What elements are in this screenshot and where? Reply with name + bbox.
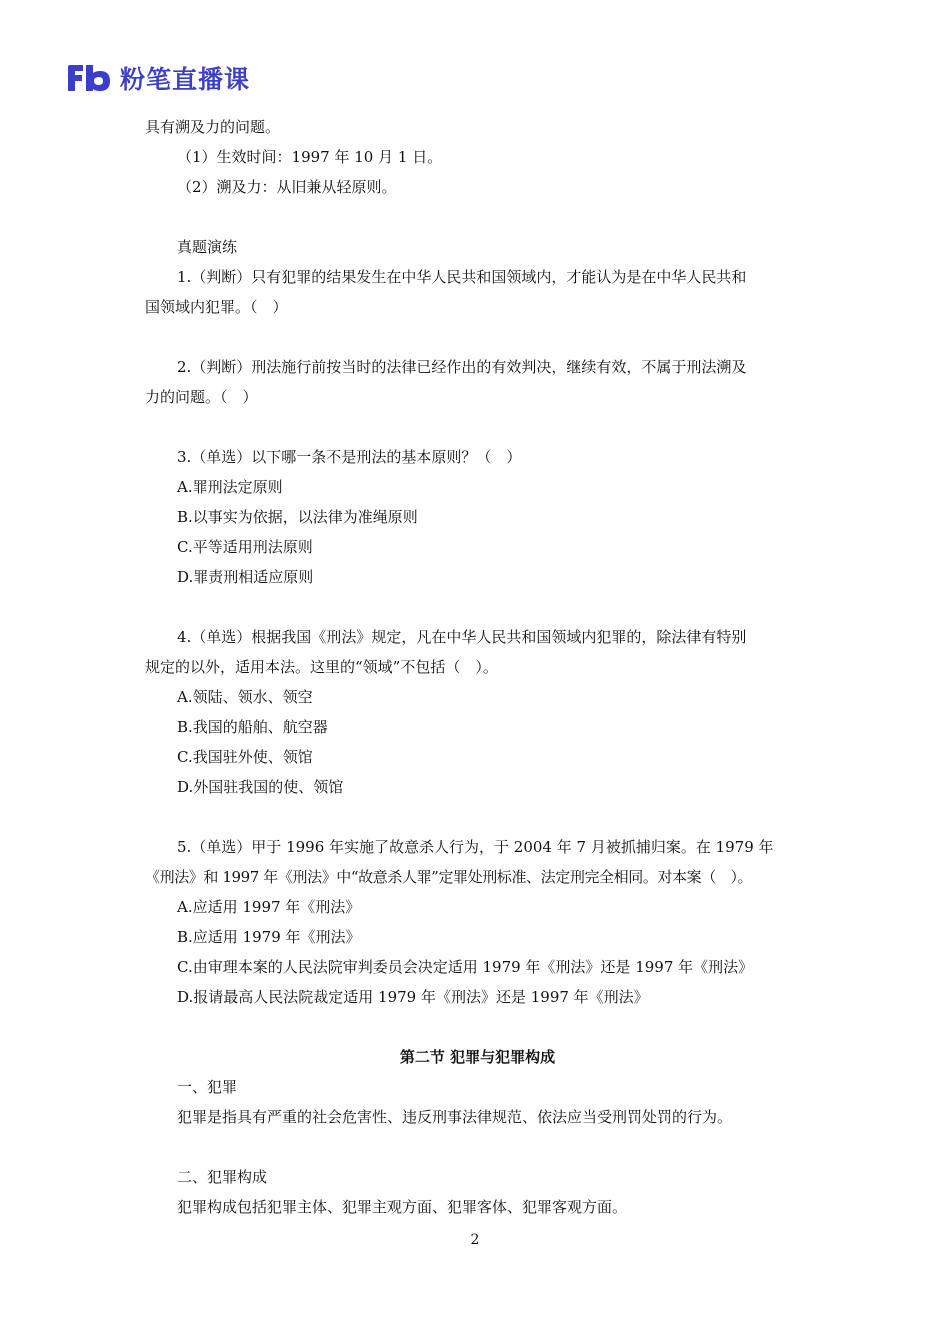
subsection-crime-heading: 一、犯罪 (177, 1078, 238, 1096)
question-3-option: D.罪责刑相适应原则 (177, 568, 314, 586)
question-4-option: B.我国的船舶、航空器 (177, 718, 328, 736)
subsection-crime-text: 犯罪是指具有严重的社会危害性、违反刑事法律规范、依法应当受刑罚处罚的行为。 (177, 1108, 733, 1126)
document-body (145, 112, 810, 1222)
question-5-line-1: 5.（单选）甲于 1996 年实施了故意杀人行为，于 2004 年 7 月被抓捕归案。在 1979 年 (177, 838, 774, 856)
page-number: 2 (470, 1232, 480, 1248)
section-title: 第二节 犯罪与犯罪构成 (399, 1048, 556, 1066)
question-5-option: B.应适用 1979 年《刑法》 (177, 928, 361, 946)
intro-tail: 具有溯及力的问题。 (145, 118, 281, 136)
question-5-option: A.应适用 1997 年《刑法》 (177, 898, 361, 916)
subsection-constitution-heading: 二、犯罪构成 (177, 1168, 268, 1186)
question-5-line-2: 《刑法》和 1997 年《刑法》中“故意杀人罪”定罪处刑标准、法定刑完全相同。对本案（ ）。 (145, 868, 753, 886)
brand-logo (66, 60, 250, 96)
question-4-option: A.领陆、领水、领空 (177, 688, 313, 706)
question-3-stem: 3.（单选）以下哪一条不是刑法的基本原则？（ ） (177, 448, 522, 466)
question-2-line-1: 2.（判断）刑法施行前按当时的法律已经作出的有效判决，继续有效，不属于刑法溯及 (177, 358, 747, 376)
point-effective-date: （1）生效时间：1997 年 10 月 1 日。 (177, 148, 443, 166)
question-3-option: B.以事实为依据，以法律为准绳原则 (177, 508, 418, 526)
practice-heading: 真题演练 (177, 238, 238, 256)
question-4-option: D.外国驻我国的使、领馆 (177, 778, 344, 796)
brand-name: 粉笔直播课 (120, 65, 251, 94)
question-2-line-2: 力的问题。（ ） (145, 388, 258, 406)
question-3-option: A.罪刑法定原则 (177, 478, 283, 496)
fb-logo-icon (66, 63, 112, 93)
question-4-line-1: 4.（单选）根据我国《刑法》规定，凡在中华人民共和国领域内犯罪的，除法律有特别 (177, 628, 747, 646)
point-retroactivity: （2）溯及力：从旧兼从轻原则。 (177, 178, 397, 196)
question-5-option: D.报请最高人民法院裁定适用 1979 年《刑法》还是 1997 年《刑法》 (177, 988, 649, 1006)
question-4-option: C.我国驻外使、领馆 (177, 748, 313, 766)
question-4-line-2: 规定的以外，适用本法。这里的“领域”不包括（ ）。 (145, 658, 498, 676)
question-1-line-1: 1.（判断）只有犯罪的结果发生在中华人民共和国领域内，才能认为是在中华人民共和 (177, 268, 747, 286)
question-1-line-2: 国领域内犯罪。（ ） (145, 298, 288, 316)
question-3-option: C.平等适用刑法原则 (177, 538, 313, 556)
subsection-constitution-text: 犯罪构成包括犯罪主体、犯罪主观方面、犯罪客体、犯罪客观方面。 (177, 1198, 628, 1216)
question-5-option: C.由审理本案的人民法院审判委员会决定适用 1979 年《刑法》还是 1997 年《刑法》 (177, 958, 754, 976)
